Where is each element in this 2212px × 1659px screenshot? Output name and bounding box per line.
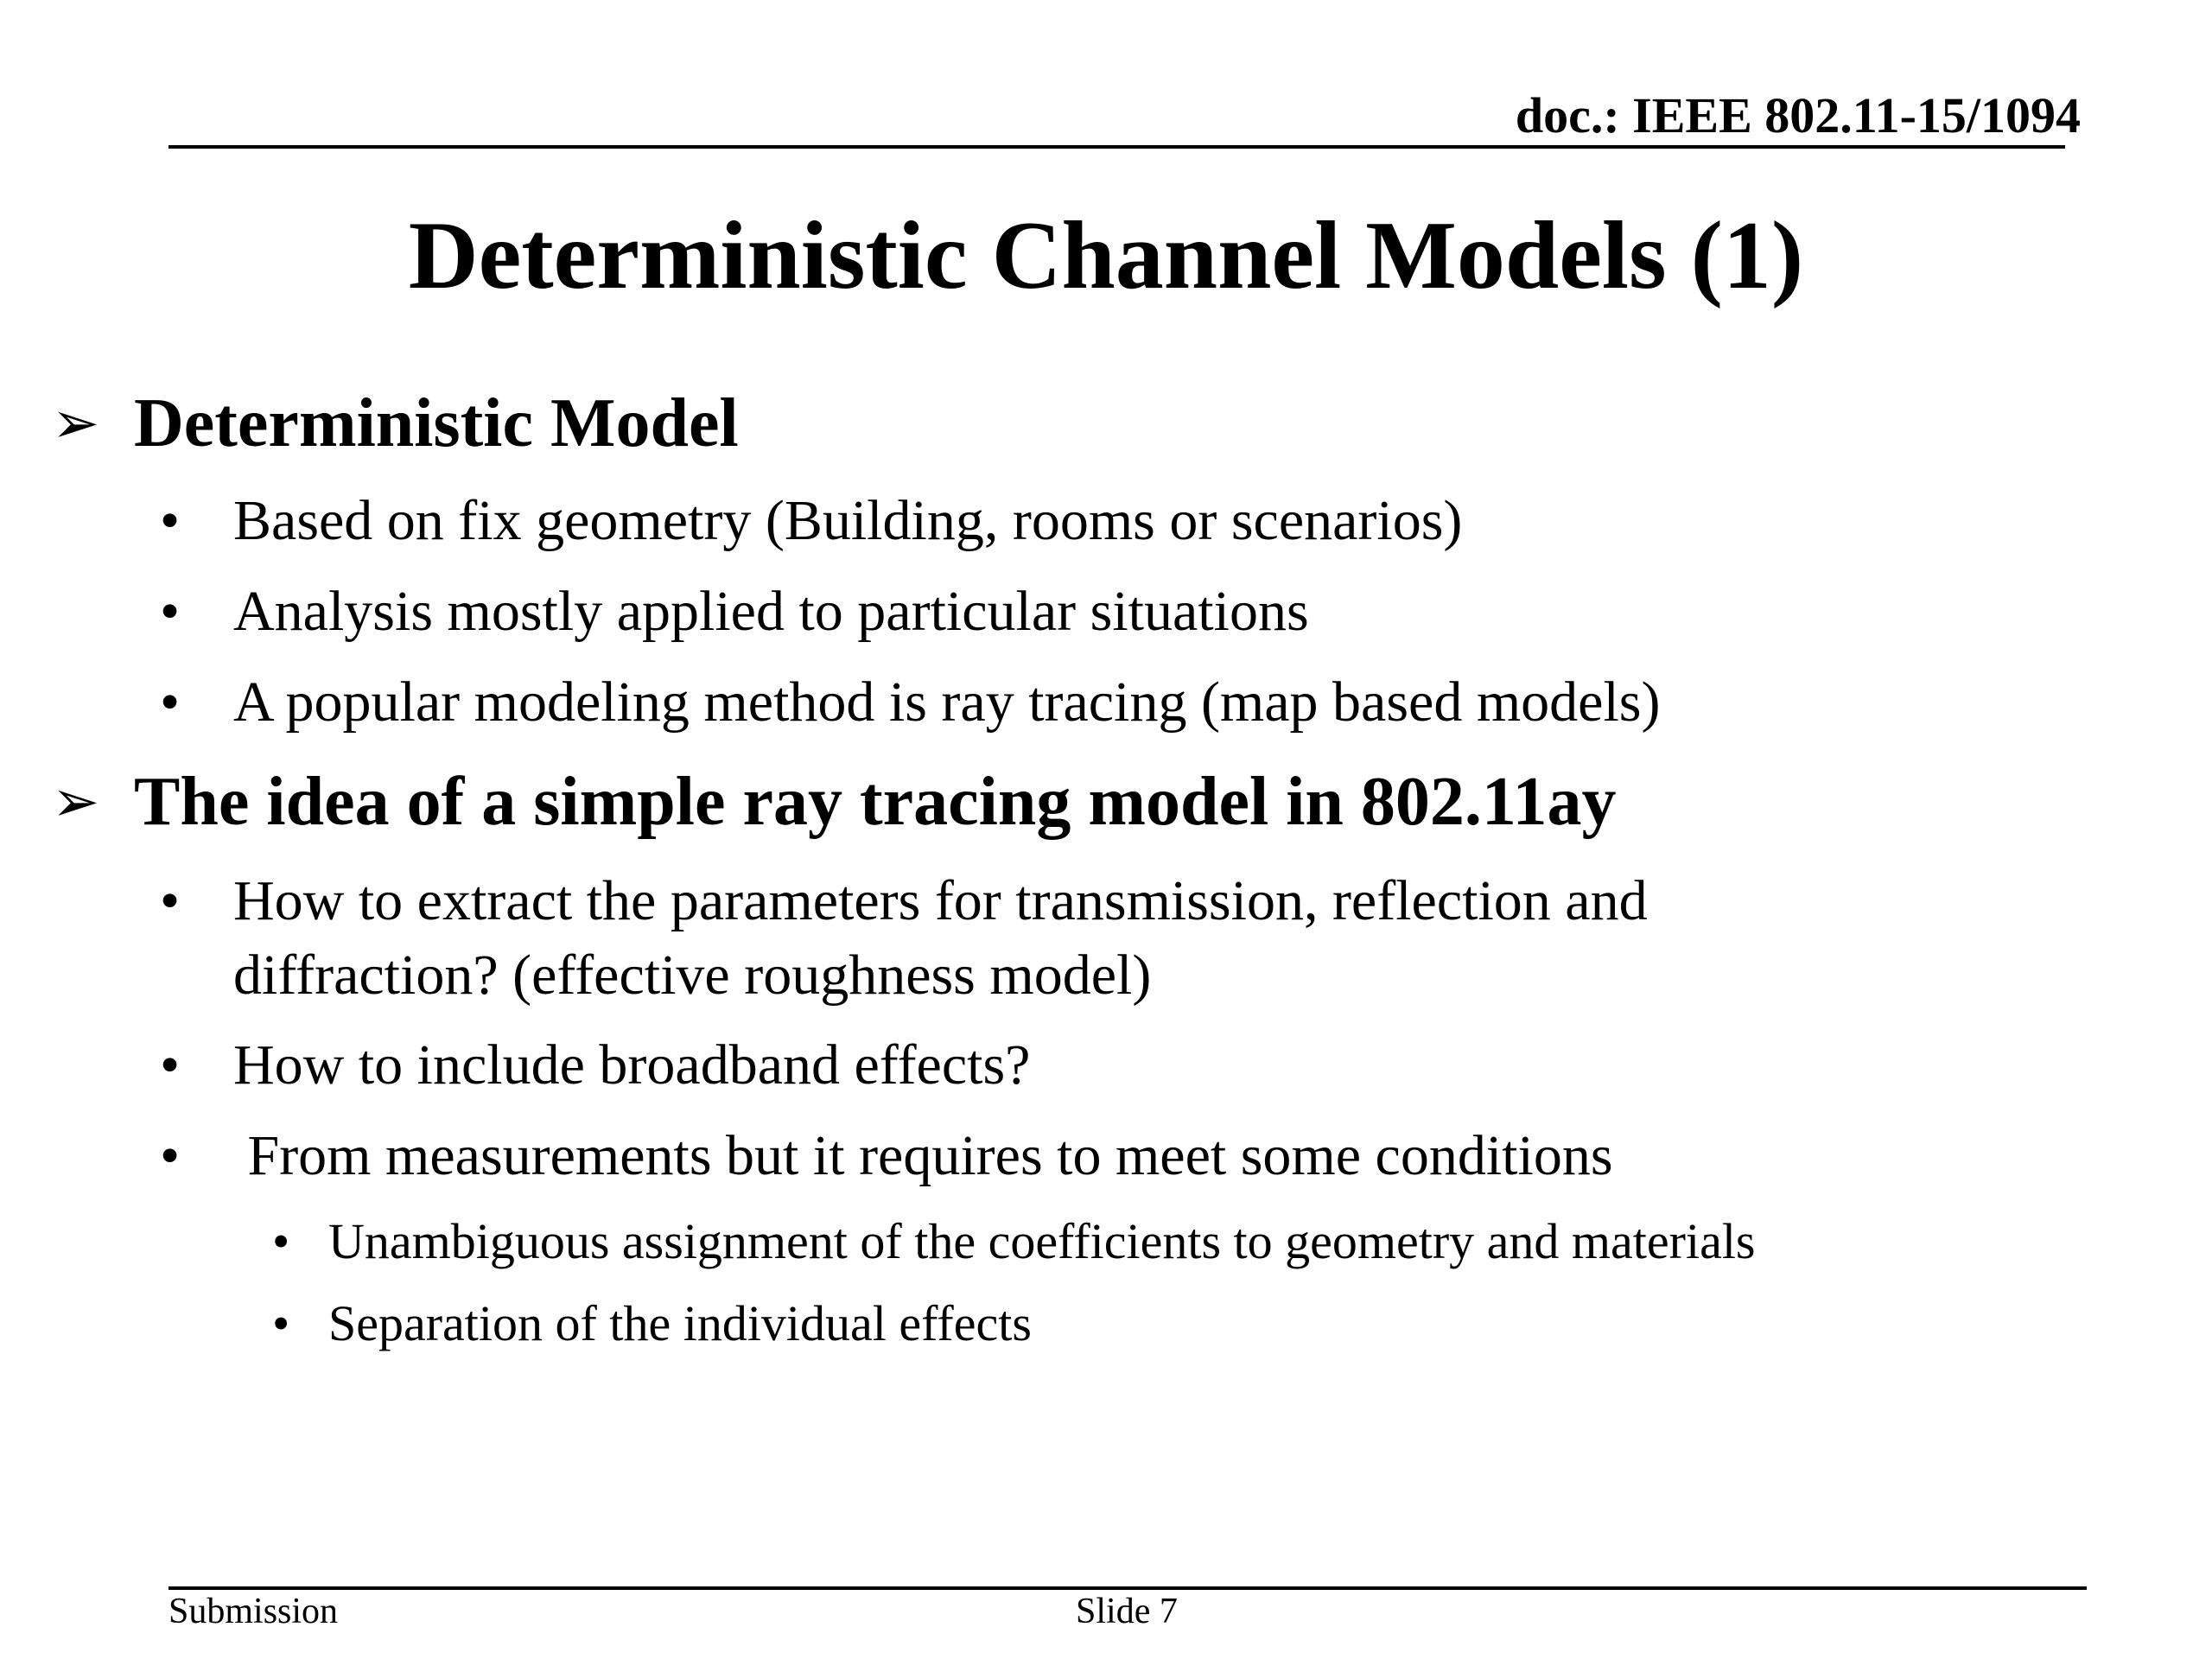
footer-submission: Submission <box>168 1592 339 1631</box>
list-item-text: Based on fix geometry (Building, rooms or scenarios) <box>233 489 1463 552</box>
list-item-text: How to include broadband effects? <box>233 1033 1031 1096</box>
bullet-dot-icon: • <box>160 869 181 932</box>
section-heading: Deterministic Model <box>134 385 739 461</box>
sub-list-item <box>272 1292 1032 1356</box>
sub-list-item-text: Unambiguous assignment of the coefficients to geometry and materials <box>328 1213 1756 1269</box>
list-item <box>160 864 1853 1013</box>
document-id: doc.: IEEE 802.11-15/1094 <box>1515 87 2081 143</box>
list-item-text: From measurements but it requires to meet some conditions <box>233 1124 1613 1187</box>
bullet-dot-icon: • <box>160 671 181 734</box>
header-rule <box>168 145 2065 149</box>
list-item-text: How to extract the parameters for transmission, reflection and diffraction? (effective roughness model) <box>233 869 1648 1007</box>
list-item <box>160 575 1888 649</box>
section-heading: The idea of a simple ray tracing model in 802.11ay <box>134 764 1617 840</box>
list-item <box>160 1119 1888 1193</box>
arrow-bullet-icon: ➢ <box>52 390 100 456</box>
slide-title: Deterministic Channel Models (1) <box>408 202 1804 309</box>
section-heading-row <box>52 764 1617 840</box>
bullet-dot-icon: • <box>160 580 181 643</box>
bullet-dot-icon: • <box>272 1295 290 1351</box>
list-item <box>160 665 1888 740</box>
bullet-dot-icon: • <box>160 1124 181 1187</box>
list-item <box>160 1028 1888 1103</box>
list-item-text: A popular modeling method is ray tracing (map based models) <box>233 671 1661 734</box>
list-item <box>160 484 1888 558</box>
bullet-dot-icon: • <box>160 489 181 552</box>
section-heading-row <box>52 385 739 461</box>
bullet-dot-icon: • <box>272 1213 290 1269</box>
bullet-dot-icon: • <box>160 1033 181 1096</box>
footer-slide-number: Slide 7 <box>1076 1592 1178 1631</box>
sub-list-item-text: Separation of the individual effects <box>328 1295 1032 1351</box>
sub-list-item <box>272 1210 1756 1274</box>
arrow-bullet-icon: ➢ <box>52 768 100 835</box>
list-item-text: Analysis mostly applied to particular situations <box>233 580 1309 643</box>
